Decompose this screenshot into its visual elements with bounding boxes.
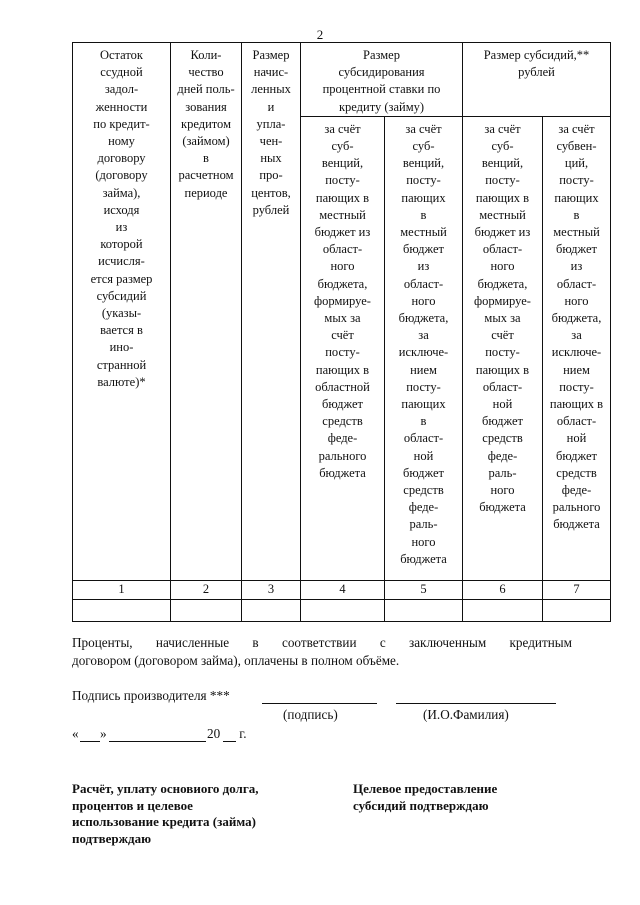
signature-label: Подпись производителя *** <box>72 688 230 703</box>
column-number: 2 <box>171 580 242 599</box>
date-year-prefix: 20 <box>207 726 221 741</box>
data-cell <box>385 599 463 621</box>
header-loan-balance: Остаток ссудной задол- женности по кредит- ному договору (договору займа), исходя из которой исчисля- ется размер субсидий (указы- вается в ино- странной валюте)* <box>73 43 171 581</box>
confirm-subsidy-provision: Целевое предоставление субсидий подтверждаю <box>353 781 498 813</box>
header-subsidy-federal: за счёт суб- венций, посту- пающих в местный бюджет из област- ного бюджета, формируе- мых за счёт посту- пающих в област- ной бюджет средств феде- раль- ного бюджета <box>463 116 543 580</box>
column-number: 3 <box>242 580 301 599</box>
header-rate-federal: за счёт суб- венций, посту- пающих в местный бюджет из област- ного бюджета, формируе- мых за счёт посту- пающих в областной бюджет средств феде- рального бюджета <box>301 116 385 580</box>
date-open-quote: « <box>72 726 79 741</box>
confirm-loan-repayment: Расчёт, уплату основиого долга, процентов и целевое использование кредита (займа) подтверждаю <box>72 781 259 846</box>
interest-paid-statement <box>72 634 572 670</box>
data-cell <box>242 599 301 621</box>
column-number: 4 <box>301 580 385 599</box>
date-month-line[interactable] <box>109 726 206 742</box>
date-day-line[interactable] <box>80 726 100 742</box>
signature-line[interactable] <box>262 688 377 704</box>
column-number: 7 <box>543 580 611 599</box>
date-year-suffix: г. <box>236 726 247 741</box>
name-line[interactable] <box>396 688 556 704</box>
data-cell <box>463 599 543 621</box>
data-cell <box>301 599 385 621</box>
data-cell <box>171 599 242 621</box>
signature-caption: (подпись) <box>283 707 338 722</box>
column-number: 5 <box>385 580 463 599</box>
date-close-quote: » <box>100 726 107 741</box>
name-caption: (И.О.Фамилия) <box>423 707 509 722</box>
statement-line-1: Проценты, начисленные в соответствии с заключенным кредитным <box>72 635 572 650</box>
statement-line-2: договором (договором займа), оплачены в полном объёме. <box>72 653 400 668</box>
subsidy-table <box>72 42 611 622</box>
header-subsidy-amount-group: Размер субсидий,** рублей <box>463 43 611 117</box>
header-subsidy-regional: за счёт субвен- ций, посту- пающих в местный бюджет из област- ного бюджета, за исключе- нием посту- пающих в област- ной бюджет средств феде- рального бюджета <box>543 116 611 580</box>
header-days-count: Коли- чество дней поль- зования кредитом (займом) в расчетном периоде <box>171 43 242 581</box>
page-number: 2 <box>316 27 324 42</box>
data-cell <box>543 599 611 621</box>
date-year-line[interactable] <box>223 726 236 742</box>
column-number: 1 <box>73 580 171 599</box>
column-number: 6 <box>463 580 543 599</box>
data-cell <box>73 599 171 621</box>
header-rate-regional: за счёт суб- венций, посту- пающих в местный бюджет из област- ного бюджета, за исключе- нием посту- пающих в област- ной бюджет средств феде- раль- ного бюджета <box>385 116 463 580</box>
header-interest-amount: Размер начис- ленных и упла- чен- ных про- центов, рублей <box>242 43 301 581</box>
header-rate-subsidy-group: Размер субсидирования процентной ставки по кредиту (займу) <box>301 43 463 117</box>
